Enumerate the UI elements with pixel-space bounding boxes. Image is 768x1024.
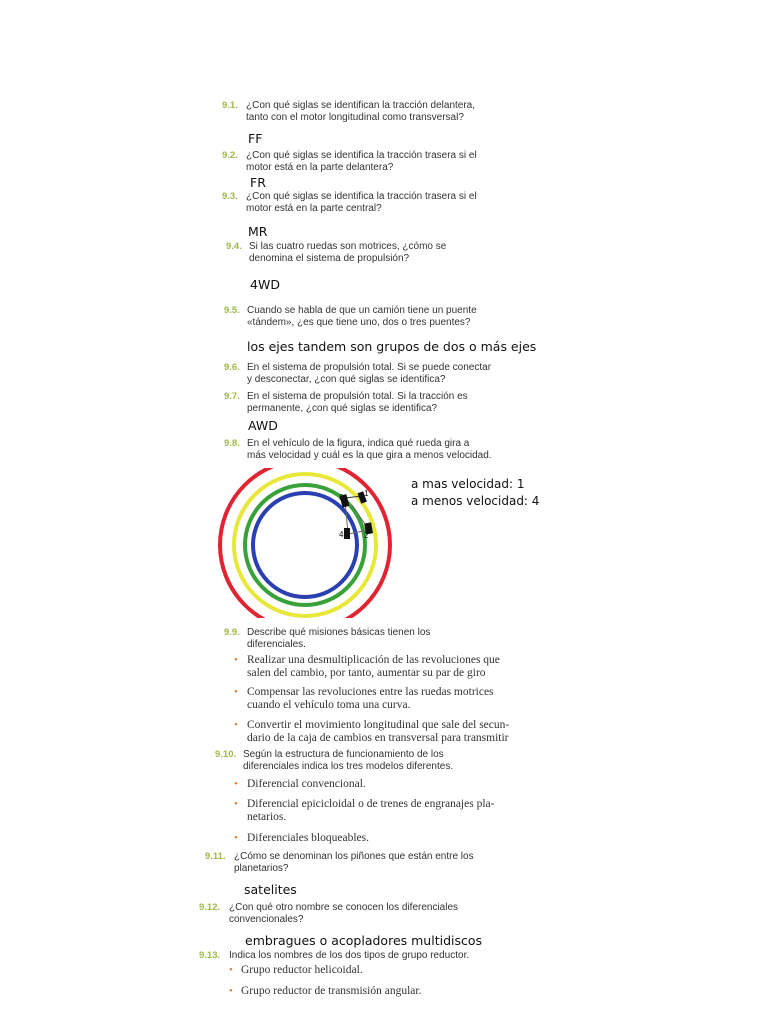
question-number: 9.12. [199,902,221,913]
yellow-ring [234,474,376,616]
answer-text: 4WD [250,277,280,292]
question-number: 9.8. [224,438,240,449]
wheel-label-4: 4 [339,530,344,539]
question-text: permanente, ¿con qué siglas se identifica? [247,403,438,414]
question-number: 9.10. [215,749,237,760]
question-number: 9.1. [222,100,238,111]
question-text: Indica los nombres de los dos tipos de grupo reductor. [229,950,470,961]
question-number: 9.9. [224,627,240,638]
model-item: netarios. [247,811,287,823]
question-text: En el vehículo de la figura, indica qué rueda gira a [247,438,470,449]
question-text: Cuando se habla de que un camión tiene un puente [247,305,477,316]
question-text: denomina el sistema de propulsión? [249,253,410,264]
answer-text: FR [250,175,266,190]
question-text: convencionales? [229,914,304,925]
answer-text: los ejes tandem son grupos de dos o más ejes [247,339,537,354]
question-text: tanto con el motor longitudinal como transversal? [246,112,464,123]
speed-answer-max: a mas velocidad: 1 [411,477,525,491]
question-text: ¿Con qué otro nombre se conocen los diferenciales [229,902,459,913]
mission-item: Convertir el movimiento longitudinal que sale del secun- [247,719,510,731]
model-item: Diferencial convencional. [247,778,366,790]
question-text: Si las cuatro ruedas son motrices, ¿cómo se [249,241,447,252]
mission-item: cuando el vehículo toma una curva. [247,699,411,711]
bullet-icon: • [229,985,233,997]
bullet-icon: • [234,832,238,844]
bullet-icon: • [229,964,233,976]
answer-text: satelites [244,882,297,897]
question-text: Describe qué misiones básicas tienen los [247,627,431,638]
question-text: ¿Con qué siglas se identifica la tracción trasera si el [246,191,477,202]
question-number: 9.7. [224,391,240,402]
vehicle-curve-figure [214,468,414,618]
bullet-icon: • [234,719,238,731]
speed-answer-min: a menos velocidad: 4 [411,494,540,508]
question-text: diferenciales. [247,639,306,650]
mission-item: Realizar una desmultiplicación de las revoluciones que [247,654,500,666]
question-number: 9.13. [199,950,221,961]
question-text: diferenciales indica los tres modelos diferentes. [243,761,454,772]
question-text: ¿Cómo se denominan los piñones que están entre los [234,851,474,862]
answer-text: AWD [248,418,278,433]
reducer-item: Grupo reductor de transmisión angular. [241,985,422,997]
wheel-label-1: 1 [364,489,369,498]
answer-text: MR [248,224,268,239]
question-number: 9.6. [224,362,240,373]
question-text: ¿Con qué siglas se identifican la tracción delantera, [246,100,476,111]
question-text: motor está en la parte delantera? [246,162,394,173]
question-text: ¿Con qué siglas se identifica la tracción trasera si el [246,150,477,161]
question-text: En el sistema de propulsión total. Si la tracción es [247,391,468,402]
bullet-icon: • [234,798,238,810]
question-text: En el sistema de propulsión total. Si se puede conectar [247,362,492,373]
wheel-4 [344,528,350,539]
question-text: y desconectar, ¿con qué siglas se identifica? [247,374,446,385]
bullet-icon: • [234,778,238,790]
question-text: más velocidad y cuál es la que gira a menos velocidad. [247,450,492,461]
answer-text: embragues o acopladores multidiscos [245,933,483,948]
wheel-label-3: 3 [339,493,344,502]
question-number: 9.2. [222,150,238,161]
question-number: 9.11. [205,851,226,862]
model-item: Diferenciales bloqueables. [247,832,369,844]
model-item: Diferencial epicicloidal o de trenes de engranajes pla- [247,798,495,810]
mission-item: Compensar las revoluciones entre las ruedas motrices [247,686,494,698]
mission-item: dario de la caja de cambios en transversal para transmitir [247,732,509,744]
question-text: Según la estructura de funcionamiento de los [243,749,444,760]
inner-blue-ring [253,493,357,597]
question-number: 9.3. [222,191,238,202]
bullet-icon: • [234,654,238,666]
question-text: «tándem», ¿es que tiene uno, dos o tres puentes? [247,317,471,328]
reducer-item: Grupo reductor helicoidal. [241,964,363,976]
question-text: motor está en la parte central? [246,203,382,214]
question-number: 9.5. [224,305,240,316]
mission-item: salen del cambio, por tanto, aumentar su par de giro [247,667,486,679]
answer-text: FF [248,131,263,146]
question-text: planetarios? [234,863,289,874]
bullet-icon: • [234,686,238,698]
wheel-label-2: 2 [364,531,369,540]
question-number: 9.4. [226,241,242,252]
